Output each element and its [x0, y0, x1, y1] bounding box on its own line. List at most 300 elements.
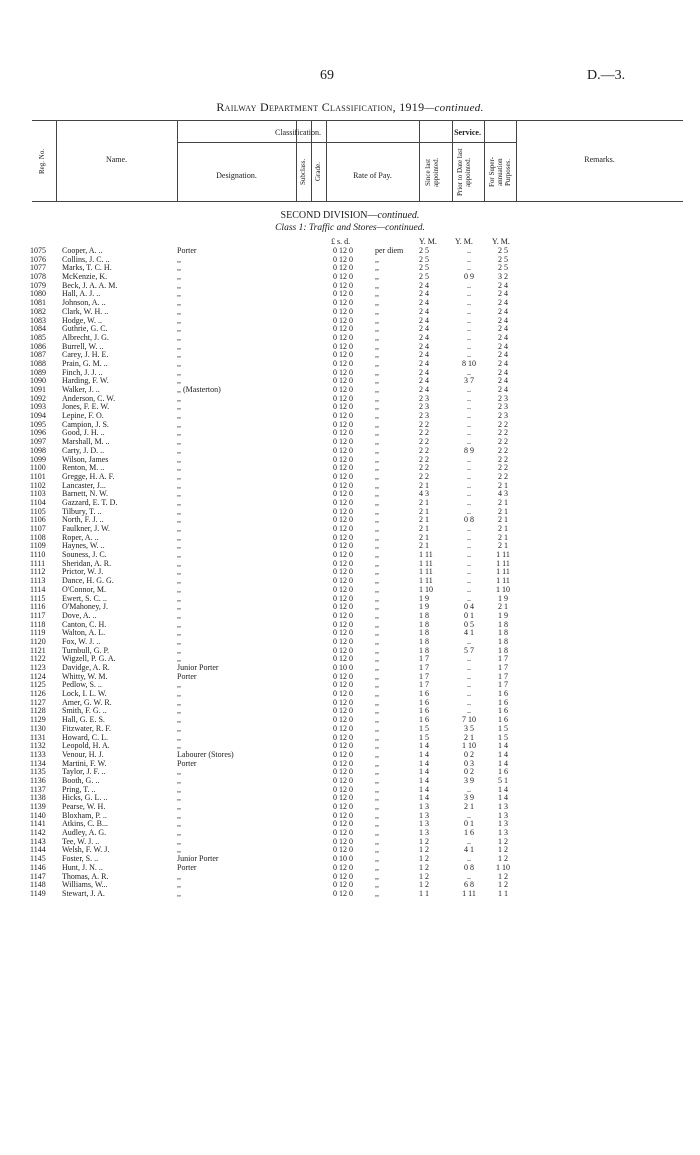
prior-to-cell: 2 1 — [464, 732, 474, 742]
since-last-cell: 1 10 — [419, 584, 433, 594]
superannuation-cell: 2 1 — [498, 506, 508, 516]
name-cell: Campion, J. S. — [62, 420, 109, 429]
name-cell: Guthrie, G. C. — [62, 325, 108, 334]
name-cell: Walker, J. .. — [62, 386, 100, 394]
designation-cell: ,, — [177, 429, 181, 438]
rate-cell: 0 12 0 — [333, 272, 353, 282]
designation-cell: ,, — [177, 785, 181, 794]
name-cell: Carty, J. D. .. — [62, 446, 105, 455]
superannuation-cell: 2 3 — [498, 402, 508, 412]
rate-cell: 0 12 0 — [333, 298, 353, 308]
per-cell: ,, — [375, 802, 379, 811]
name-cell: Lancaster, J... — [62, 481, 106, 490]
rate-cell: 0 12 0 — [333, 437, 353, 447]
title-main: Railway Department Classification, 1919 — [216, 100, 425, 114]
name-cell: Williams, W... — [62, 881, 108, 890]
per-cell: ,, — [375, 550, 379, 560]
designation-cell: Porter — [177, 672, 197, 681]
superannuation-cell: 1 4 — [498, 793, 508, 803]
superannuation-cell: 1 2 — [498, 871, 508, 881]
reg-no-cell: 1094 — [30, 411, 46, 421]
per-cell: ,, — [375, 584, 379, 594]
superannuation-cell: 2 4 — [498, 341, 508, 351]
since-last-cell: 2 4 — [419, 376, 429, 386]
superannuation-cell: 1 8 — [498, 619, 508, 629]
per-cell: ,, — [375, 636, 379, 646]
since-last-cell: 1 8 — [419, 628, 429, 638]
prior-to-cell: .. — [467, 324, 471, 334]
since-last-cell: 1 4 — [419, 758, 429, 768]
designation-cell: ,, — [177, 342, 181, 351]
since-last-cell: 2 4 — [419, 306, 429, 316]
prior-to-cell: .. — [467, 437, 471, 447]
reg-no-cell: 1078 — [30, 272, 46, 282]
designation-cell: ,, — [177, 794, 181, 803]
rate-cell: 0 12 0 — [333, 593, 353, 603]
ym-units-prior: Y. M. — [455, 237, 473, 246]
per-cell: ,, — [375, 489, 379, 499]
per-cell: ,, — [375, 524, 379, 533]
since-last-cell: 2 4 — [419, 358, 429, 368]
reg-no-cell: 1099 — [30, 454, 46, 464]
since-last-cell: 1 4 — [419, 749, 429, 759]
reg-no-cell: 1111 — [30, 558, 46, 568]
designation-cell: ,, — [177, 716, 181, 725]
designation-cell: ,, — [177, 307, 181, 316]
superannuation-cell: 1 9 — [498, 593, 508, 603]
prior-to-cell: .. — [467, 419, 471, 429]
name-cell: Fitzwater, R. F. — [62, 724, 112, 733]
rate-cell: 0 12 0 — [333, 263, 353, 273]
name-cell: Booth, G. .. — [62, 776, 100, 785]
since-last-cell: 1 2 — [419, 880, 429, 890]
designation-cell: ,, — [177, 525, 181, 533]
reg-no-cell: 1097 — [30, 437, 46, 447]
reg-no-cell: 1107 — [30, 524, 46, 533]
reg-no-cell: 1103 — [30, 489, 46, 499]
since-last-cell: 2 1 — [419, 480, 429, 490]
prior-to-cell: .. — [467, 246, 471, 255]
designation-cell: ,, — [177, 498, 181, 507]
division-continued: continued. — [377, 210, 420, 221]
superannuation-cell: 2 2 — [498, 419, 508, 429]
per-cell: ,, — [375, 845, 379, 855]
rate-cell: 0 12 0 — [333, 428, 353, 438]
since-last-cell: 2 3 — [419, 393, 429, 403]
superannuation-cell: 1 10 — [496, 584, 510, 594]
rate-cell: 0 12 0 — [333, 836, 353, 846]
prior-to-cell: 8 9 — [464, 445, 474, 455]
per-cell: ,, — [375, 437, 379, 447]
prior-to-cell: .. — [467, 428, 471, 438]
superannuation-cell: 1 2 — [498, 880, 508, 890]
name-cell: Prain, G. M. .. — [62, 359, 108, 368]
prior-to-cell: .. — [467, 532, 471, 542]
superannuation-cell: 1 6 — [498, 715, 508, 725]
per-cell: ,, — [375, 593, 379, 603]
prior-to-cell: 1 10 — [462, 741, 476, 751]
rate-cell: 0 12 0 — [333, 550, 353, 560]
name-cell: Carey, J. H. E. — [62, 351, 109, 360]
designation-cell: ,, — [177, 551, 181, 560]
since-last-cell: 1 7 — [419, 663, 429, 672]
prior-to-cell: 0 2 — [464, 767, 474, 777]
designation-cell: ,, — [177, 377, 181, 386]
name-cell: Bloxham, P. .. — [62, 811, 107, 820]
name-cell: Barnett, N. W. — [62, 490, 108, 499]
superannuation-cell: 1 7 — [498, 671, 508, 681]
prior-to-cell: .. — [467, 402, 471, 412]
since-last-cell: 2 3 — [419, 411, 429, 421]
reg-no-cell: 1127 — [30, 697, 46, 707]
name-cell: Hicks, G. L. .. — [62, 794, 108, 803]
rate-cell: 0 12 0 — [333, 306, 353, 316]
reg-no-cell: 1108 — [30, 532, 46, 542]
per-cell: ,, — [375, 506, 379, 516]
superannuation-cell: 1 4 — [498, 784, 508, 794]
superannuation-cell: 3 2 — [498, 272, 508, 282]
reg-no-cell: 1112 — [30, 567, 46, 577]
designation-cell: ,, — [177, 255, 181, 264]
superannuation-cell: 1 4 — [498, 749, 508, 759]
per-cell: ,, — [375, 749, 379, 759]
superannuation-cell: 1 3 — [498, 828, 508, 838]
rate-cell: 0 12 0 — [333, 480, 353, 490]
prior-to-cell: 0 9 — [464, 272, 474, 282]
reg-no-cell: 1123 — [30, 663, 46, 672]
reg-no-cell: 1130 — [30, 723, 46, 733]
rate-cell: 0 12 0 — [333, 567, 353, 577]
since-last-cell: 2 4 — [419, 332, 429, 342]
table-body — [0, 247, 700, 899]
since-last-cell: 1 5 — [419, 732, 429, 742]
since-last-cell: 1 5 — [419, 723, 429, 733]
rate-cell: 0 12 0 — [333, 489, 353, 499]
prior-to-cell: .. — [467, 471, 471, 481]
designation-cell: ,, — [177, 464, 181, 473]
since-last-cell: 1 6 — [419, 706, 429, 716]
per-cell: ,, — [375, 602, 379, 612]
name-cell: Audley, A. G. — [62, 829, 107, 838]
per-cell: ,, — [375, 680, 379, 690]
name-header: Name. — [105, 155, 128, 164]
reg-no-cell: 1093 — [30, 402, 46, 412]
rate-cell: 0 12 0 — [333, 289, 353, 299]
prior-to-cell: .. — [467, 454, 471, 464]
reg-no-cell: 1147 — [30, 871, 46, 881]
since-last-cell: 1 2 — [419, 845, 429, 855]
since-last-cell: 2 2 — [419, 437, 429, 447]
since-last-cell: 2 4 — [419, 289, 429, 299]
designation-cell: ,, — [177, 611, 181, 620]
name-cell: Harding, F. W. — [62, 377, 109, 386]
reg-no-cell: 1100 — [30, 463, 46, 473]
rate-cell: 0 12 0 — [333, 532, 353, 542]
table-header — [32, 120, 683, 202]
since-last-cell: 2 3 — [419, 402, 429, 412]
superannuation-cell: 1 1 — [498, 888, 508, 898]
reg-no-cell: 1137 — [30, 784, 46, 794]
designation-cell: ,, — [177, 472, 181, 481]
prior-to-cell: .. — [467, 480, 471, 490]
page-number: 69 — [320, 68, 334, 83]
name-cell: Burrell, W. .. — [62, 342, 104, 351]
remarks-header: Remarks. — [584, 155, 615, 164]
since-last-cell: 2 2 — [419, 463, 429, 473]
prior-to-cell: 3 9 — [464, 775, 474, 785]
rate-cell: 0 12 0 — [333, 636, 353, 646]
name-cell: Sheridan, A. R. — [62, 559, 112, 568]
name-cell: Souness, J. C. — [62, 551, 107, 560]
per-cell: ,, — [375, 419, 379, 429]
superannuation-cell: 2 2 — [498, 445, 508, 455]
rate-cell: 0 12 0 — [333, 471, 353, 481]
reg-no-cell: 1145 — [30, 854, 46, 864]
name-cell: Renton, M. .. — [62, 464, 105, 473]
per-cell: ,, — [375, 610, 379, 620]
name-cell: Wigzell, P. G. A. — [62, 655, 116, 664]
since-last-cell: 1 11 — [419, 567, 433, 577]
superannuation-cell: 2 5 — [498, 246, 508, 255]
rate-cell: 0 12 0 — [333, 541, 353, 551]
document-reference: D.—3. — [587, 68, 626, 83]
per-cell: ,, — [375, 732, 379, 742]
since-last-cell: 1 6 — [419, 689, 429, 699]
superannuation-cell: 1 3 — [498, 810, 508, 820]
per-cell: ,, — [375, 715, 379, 725]
designation-cell: ,, — [177, 290, 181, 299]
since-last-cell: 1 2 — [419, 836, 429, 846]
per-cell: ,, — [375, 393, 379, 403]
prior-to-cell: .. — [467, 567, 471, 577]
superannuation-cell: 2 5 — [498, 254, 508, 264]
rate-cell: 0 12 0 — [333, 680, 353, 690]
name-cell: Beck, J. A. A. M. — [62, 281, 118, 290]
since-last-cell: 2 4 — [419, 298, 429, 308]
reg-no-cell: 1117 — [30, 610, 46, 620]
per-cell: ,, — [375, 402, 379, 412]
superannuation-cell: 2 1 — [498, 515, 508, 525]
designation-cell: ,, — [177, 889, 181, 898]
designation-cell: ,, — [177, 438, 181, 447]
reg-no-cell: 1077 — [30, 263, 46, 273]
prior-to-cell: 2 1 — [464, 802, 474, 811]
per-cell: ,, — [375, 697, 379, 707]
reg-no-cell: 1096 — [30, 428, 46, 438]
superannuation-cell: 1 5 — [498, 723, 508, 733]
reg-no-cell: 1138 — [30, 793, 46, 803]
rate-cell: 0 12 0 — [333, 350, 353, 360]
superannuation-cell: 1 11 — [496, 558, 510, 568]
designation-cell: ,, — [177, 646, 181, 655]
per-cell: ,, — [375, 445, 379, 455]
per-cell: ,, — [375, 828, 379, 838]
rate-cell: 0 12 0 — [333, 445, 353, 455]
reg-no-cell: 1106 — [30, 515, 46, 525]
since-last-cell: 2 1 — [419, 541, 429, 551]
name-cell: Stewart, J. A. — [62, 889, 105, 898]
reg-no-cell: 1122 — [30, 654, 46, 664]
rate-cell: 0 12 0 — [333, 254, 353, 264]
reg-no-cell: 1090 — [30, 376, 46, 386]
per-cell: ,, — [375, 888, 379, 898]
per-cell: ,, — [375, 793, 379, 803]
superannuation-cell: 1 3 — [498, 819, 508, 829]
designation-cell: ,, — [177, 637, 181, 646]
designation-cell: ,, — [177, 359, 181, 368]
per-cell: ,, — [375, 306, 379, 316]
reg-no-cell: 1114 — [30, 584, 46, 594]
prior-to-cell: .. — [467, 350, 471, 360]
designation-cell: ,, — [177, 273, 181, 282]
prior-to-cell: .. — [467, 810, 471, 820]
since-last-cell: 1 4 — [419, 767, 429, 777]
since-last-cell: 2 2 — [419, 419, 429, 429]
since-last-cell: 1 11 — [419, 550, 433, 560]
name-cell: Foster, S. .. — [62, 855, 99, 864]
per-cell: ,, — [375, 376, 379, 386]
since-last-cell: 1 3 — [419, 802, 429, 811]
since-last-cell: 1 8 — [419, 619, 429, 629]
reg-no-cell: 1124 — [30, 671, 46, 681]
prior-to-header: Prior to Date last appointed. — [456, 148, 472, 196]
prior-to-cell: .. — [467, 836, 471, 846]
superannuation-cell: 1 2 — [498, 854, 508, 864]
name-cell: Marshall, M. .. — [62, 438, 110, 447]
name-cell: Jones, F. E. W. — [62, 403, 110, 412]
reg-no-cell: 1075 — [30, 246, 46, 255]
per-cell: ,, — [375, 358, 379, 368]
since-last-cell: 1 3 — [419, 828, 429, 838]
since-last-cell: 1 1 — [419, 888, 429, 898]
since-last-cell: 1 8 — [419, 610, 429, 620]
prior-to-cell: .. — [467, 385, 471, 394]
prior-to-cell: 4 1 — [464, 628, 474, 638]
rate-cell: 0 12 0 — [333, 715, 353, 725]
per-cell: ,, — [375, 689, 379, 699]
per-cell: ,, — [375, 784, 379, 794]
rate-cell: 0 12 0 — [333, 862, 353, 872]
name-cell: Thomas, A. R. — [62, 872, 109, 881]
reg-no-cell: 1105 — [30, 506, 46, 516]
since-last-cell: 1 4 — [419, 775, 429, 785]
designation-cell: ,, — [177, 507, 181, 516]
designation-cell: ,, — [177, 681, 181, 690]
superannuation-cell: 1 4 — [498, 741, 508, 751]
prior-to-cell: 5 7 — [464, 645, 474, 655]
name-cell: Canton, C. H. — [62, 620, 107, 629]
since-last-cell: 1 4 — [419, 793, 429, 803]
per-cell: ,, — [375, 645, 379, 655]
per-cell: ,, — [375, 663, 379, 672]
designation-cell: ,, — [177, 603, 181, 612]
reg-no-cell: 1080 — [30, 289, 46, 299]
since-last-cell: 1 9 — [419, 593, 429, 603]
since-last-cell: 2 2 — [419, 445, 429, 455]
designation-cell: ,, — [177, 490, 181, 499]
per-cell: ,, — [375, 871, 379, 881]
name-cell: Dove, A. .. — [62, 611, 97, 620]
name-cell: Lepine, F. O. — [62, 412, 104, 421]
prior-to-cell: .. — [467, 332, 471, 342]
division-text: SECOND DIVISION— — [280, 210, 378, 221]
since-last-cell: 2 5 — [419, 263, 429, 273]
per-cell: ,, — [375, 289, 379, 299]
rate-cell: 0 12 0 — [333, 619, 353, 629]
rate-cell: 0 12 0 — [333, 758, 353, 768]
reg-no-cell: 1081 — [30, 298, 46, 308]
superannuation-cell: 1 5 — [498, 732, 508, 742]
prior-to-cell: .. — [467, 706, 471, 716]
designation-cell: ,, — [177, 333, 181, 342]
prior-to-cell: .. — [467, 497, 471, 507]
rate-cell: 0 12 0 — [333, 367, 353, 377]
superannuation-cell: 2 4 — [498, 324, 508, 334]
superannuation-cell: 2 4 — [498, 376, 508, 386]
name-cell: Finch, J. J. .. — [62, 368, 103, 377]
superannuation-cell: 1 4 — [498, 758, 508, 768]
reg-no-cell: 1132 — [30, 741, 46, 751]
rate-cell: 0 12 0 — [333, 610, 353, 620]
per-cell: ,, — [375, 862, 379, 872]
name-cell: Gregge, H. A. F. — [62, 472, 115, 481]
rate-cell: 0 12 0 — [333, 671, 353, 681]
prior-to-cell: .. — [467, 489, 471, 499]
rate-cell: 0 12 0 — [333, 332, 353, 342]
class-heading: Class 1: Traffic and Stores—continued. — [275, 223, 425, 233]
prior-to-cell: .. — [467, 315, 471, 325]
name-cell: Albrecht, J. G. — [62, 333, 109, 342]
since-last-cell: 1 6 — [419, 715, 429, 725]
reg-no-cell: 1084 — [30, 324, 46, 334]
rate-cell: 0 12 0 — [333, 828, 353, 838]
prior-to-cell: 7 10 — [462, 715, 476, 725]
prior-to-cell: .. — [467, 593, 471, 603]
per-cell: ,, — [375, 541, 379, 551]
prior-to-cell: .. — [467, 854, 471, 864]
designation-cell: ,, — [177, 837, 181, 846]
designation-cell: Junior Porter — [177, 664, 219, 672]
rate-cell: 0 12 0 — [333, 524, 353, 533]
superannuation-cell: 2 4 — [498, 385, 508, 394]
rate-cell: 0 12 0 — [333, 871, 353, 881]
per-cell: ,, — [375, 515, 379, 525]
per-cell: ,, — [375, 880, 379, 890]
superannuation-cell: 1 7 — [498, 663, 508, 672]
rate-cell: 0 12 0 — [333, 689, 353, 699]
rate-cell: 0 12 0 — [333, 602, 353, 612]
per-cell: ,, — [375, 324, 379, 334]
rate-cell: 0 12 0 — [333, 654, 353, 664]
name-cell: Clark, W. H. .. — [62, 307, 109, 316]
rate-cell: 0 12 0 — [333, 376, 353, 386]
prior-to-cell: .. — [467, 550, 471, 560]
superannuation-cell: 1 10 — [496, 862, 510, 872]
reg-no-cell: 1116 — [30, 602, 46, 612]
rate-cell: 0 12 0 — [333, 767, 353, 777]
designation-cell: ,, — [177, 481, 181, 490]
designation-cell: ,, — [177, 412, 181, 421]
name-cell: McKenzie, K. — [62, 273, 108, 282]
designation-cell: ,, — [177, 516, 181, 525]
name-cell: Tilbury, T. .. — [62, 507, 102, 516]
prior-to-cell: .. — [467, 654, 471, 664]
rate-cell: 0 12 0 — [333, 419, 353, 429]
reg-no-cell: 1142 — [30, 828, 46, 838]
ym-units-since: Y. M. — [419, 237, 437, 246]
prior-to-cell: .. — [467, 636, 471, 646]
rate-cell: 0 12 0 — [333, 454, 353, 464]
